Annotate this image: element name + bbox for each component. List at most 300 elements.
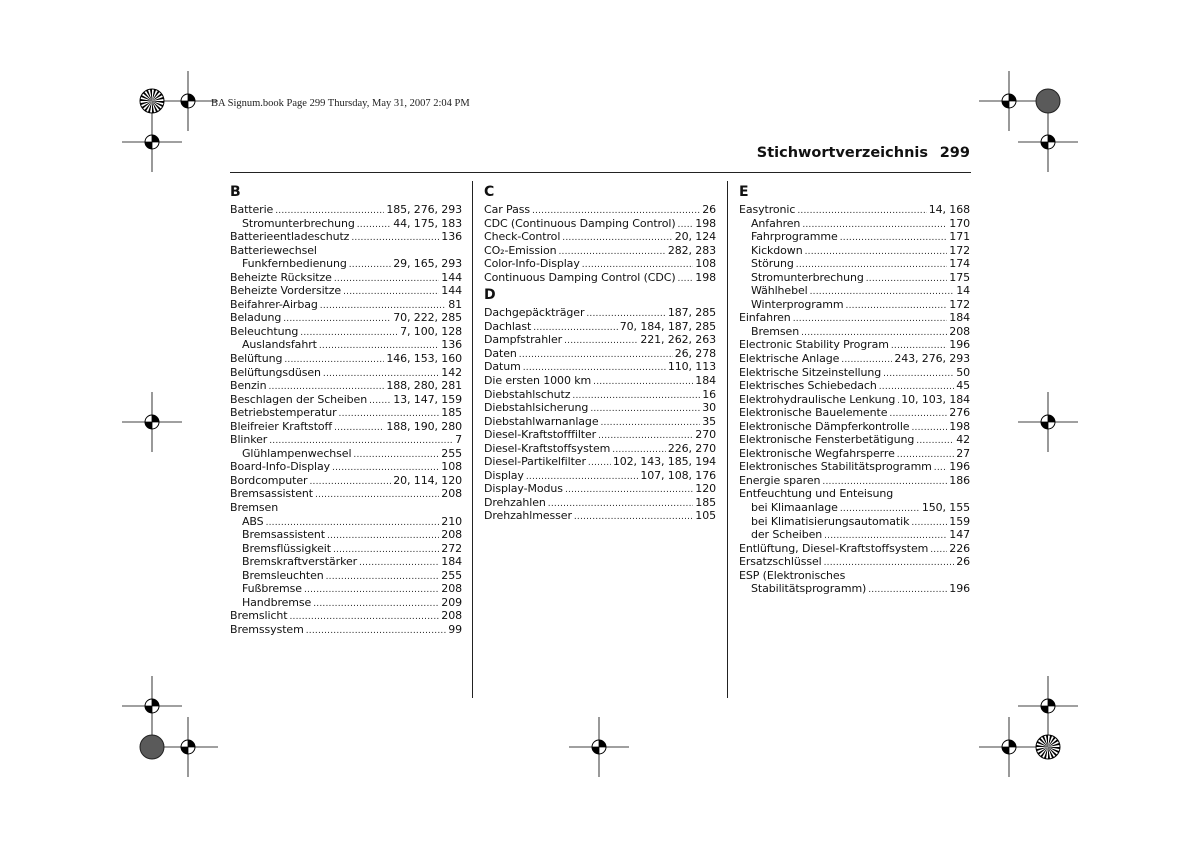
index-subentry	[739, 528, 970, 542]
dot-leader	[327, 530, 439, 544]
entry-label: Datum	[484, 360, 521, 374]
entry-pages: 243, 276, 293	[894, 352, 970, 366]
entry-label: Bremskraftverstärker	[242, 555, 358, 569]
entry-pages: 20, 114, 120	[393, 473, 462, 487]
index-entry	[739, 338, 970, 352]
index-entry	[739, 393, 970, 407]
entry-pages: 29, 165, 293	[393, 257, 462, 271]
index-entry	[230, 433, 462, 447]
entry-pages: 187, 285	[667, 306, 716, 320]
entry-pages: 198	[949, 419, 970, 433]
entry-label: Bleifreier Kraftstoff	[230, 419, 333, 433]
index-entry	[484, 333, 716, 347]
dot-leader	[934, 462, 948, 476]
entry-pages: 159	[949, 514, 970, 528]
dot-leader	[846, 300, 948, 314]
index-column-c-d	[484, 181, 716, 523]
entry-pages: 45	[956, 379, 970, 393]
entry-pages: 27	[956, 446, 970, 460]
entry-pages: 255	[441, 568, 462, 582]
entry-pages: 208	[441, 582, 462, 596]
entry-label: Bremsassistent	[230, 487, 313, 501]
header-rule	[230, 172, 971, 173]
index-entry	[230, 406, 462, 420]
index-entry	[739, 311, 970, 325]
entry-label: Anfahren	[751, 216, 801, 230]
index-entry	[739, 203, 970, 217]
entry-label: Benzin	[230, 379, 267, 393]
section-letter: D	[484, 287, 496, 304]
entry-label: Elektronische Bauelemente	[739, 406, 888, 420]
index-subentry	[739, 257, 970, 271]
entry-pages: 208	[441, 487, 462, 501]
entry-pages: 146, 153, 160	[386, 352, 462, 366]
index-entry	[484, 388, 716, 402]
entry-label: Bremsen	[751, 324, 800, 338]
entry-pages: 150, 155	[921, 501, 970, 515]
index-entry	[230, 271, 462, 285]
index-entry	[230, 298, 462, 312]
index-subentry	[230, 257, 462, 271]
entry-label: Elektrische Sitzeinstellung	[739, 365, 882, 379]
dot-leader	[309, 476, 391, 490]
entry-pages: 272	[441, 541, 462, 555]
dot-leader	[797, 205, 926, 219]
index-entry	[484, 455, 716, 469]
index-entry	[230, 230, 462, 244]
entry-label: Stromunterbrechung	[242, 216, 355, 230]
entry-pages: 13, 147, 159	[393, 392, 462, 406]
index-entry	[484, 320, 716, 334]
dot-leader	[588, 457, 611, 471]
dot-leader	[911, 517, 947, 531]
entry-pages: 30	[702, 401, 716, 415]
entry-pages: 144	[441, 284, 462, 298]
dot-leader	[883, 368, 954, 382]
index-entry	[230, 460, 462, 474]
entry-label: Handbremse	[242, 595, 312, 609]
entry-label: Elektronische Dämpferkontrolle	[739, 419, 910, 433]
entry-pages: 208	[949, 324, 970, 338]
entry-label: Bremsassistent	[242, 528, 325, 542]
entry-label: Beschlagen der Scheiben	[230, 392, 368, 406]
dot-leader	[916, 435, 954, 449]
index-entry	[230, 487, 462, 501]
entry-pages: 174	[949, 257, 970, 271]
entry-pages: 142	[441, 365, 462, 379]
entry-pages: 208	[441, 609, 462, 623]
entry-pages: 136	[441, 230, 462, 244]
index-entry	[484, 347, 716, 361]
entry-label: Funkfernbedienung	[242, 257, 347, 271]
entry-pages: 170	[949, 216, 970, 230]
dot-leader	[565, 484, 693, 498]
dot-leader	[562, 232, 672, 246]
dot-leader	[283, 313, 391, 327]
index-entry	[230, 325, 462, 339]
entry-label: Board-Info-Display	[230, 460, 331, 474]
entry-label: Wählhebel	[751, 284, 808, 298]
entry-pages: 198	[695, 216, 716, 230]
entry-label: Diesel-Kraftstofffilter	[484, 428, 597, 442]
section-letter: E	[739, 184, 749, 200]
crosshair-mark-icon	[1018, 392, 1078, 452]
index-subentry	[739, 298, 970, 312]
entry-label: Bremslicht	[230, 609, 288, 623]
dot-leader	[357, 219, 391, 233]
index-subentry	[739, 325, 970, 339]
entry-pages: 255	[441, 446, 462, 460]
entry-pages: 20, 124	[674, 230, 716, 244]
entry-label: Bordcomputer	[230, 473, 308, 487]
entry-pages: 107, 108, 176	[640, 468, 716, 482]
index-entry	[484, 203, 716, 217]
entry-pages: 196	[949, 460, 970, 474]
entry-label: Electronic Stability Program	[739, 338, 889, 352]
gray-disc-mark-icon	[139, 734, 165, 760]
starburst-mark-icon	[139, 88, 165, 114]
index-subentry	[230, 528, 462, 542]
entry-pages: 184	[441, 555, 462, 569]
entry-label: Fahrprogramme	[751, 230, 838, 244]
dot-leader	[564, 335, 638, 349]
dot-leader	[351, 232, 439, 246]
index-entry	[484, 230, 716, 244]
entry-pages: 81	[448, 297, 462, 311]
entry-label: Bremsleuchten	[242, 568, 324, 582]
entry-label: Continuous Damping Control (CDC)	[484, 270, 676, 284]
index-entry	[484, 401, 716, 415]
index-entry	[484, 217, 716, 231]
entry-pages: 276	[949, 406, 970, 420]
dot-leader	[334, 422, 384, 436]
index-entry	[484, 306, 716, 320]
entry-label: Glühlampenwechsel	[242, 446, 352, 460]
entry-label: Einfahren	[739, 311, 791, 325]
entry-label: Color-Info-Display	[484, 257, 580, 271]
index-subentry	[230, 447, 462, 461]
index-column-b	[230, 181, 462, 637]
entry-label: Easytronic	[739, 203, 796, 216]
entry-pages: 196	[949, 338, 970, 352]
entry-pages: 208	[441, 528, 462, 542]
index-entry	[484, 374, 716, 388]
entry-label: Entfeuchtung und Enteisung	[739, 487, 894, 501]
entry-label: der Scheiben	[751, 528, 823, 542]
entry-pages: 14, 168	[928, 203, 970, 216]
entry-label: Dachlast	[484, 319, 532, 333]
entry-label: Blinker	[230, 433, 268, 447]
entry-pages: 26	[702, 203, 716, 216]
entry-label: Elektrische Anlage	[739, 352, 840, 366]
entry-pages: 7	[455, 433, 462, 447]
entry-label: Ersatzschlüssel	[739, 555, 822, 569]
index-entry	[484, 442, 716, 456]
dot-leader	[349, 259, 391, 273]
entry-pages: 26	[956, 555, 970, 569]
print-slug: BA Signum.book Page 299 Thursday, May 31, 2007 2:04 PM	[211, 98, 470, 109]
entry-label: Car Pass	[484, 203, 530, 216]
entry-pages: 50	[956, 365, 970, 379]
index-entry	[484, 360, 716, 374]
index-subentry	[230, 569, 462, 583]
index-entry	[484, 469, 716, 483]
column-divider	[472, 181, 473, 698]
index-subentry	[739, 217, 970, 231]
entry-label: Stromunterbrechung	[751, 270, 864, 284]
index-entry	[230, 623, 462, 637]
entry-label: Drehzahlen	[484, 495, 546, 509]
entry-pages: 282, 283	[667, 243, 716, 257]
index-entry	[739, 460, 970, 474]
dot-leader	[315, 489, 439, 503]
entry-label: Auslandsfahrt	[242, 338, 317, 352]
entry-label: Belüftung	[230, 352, 283, 366]
index-entry	[230, 203, 462, 217]
index-entry	[230, 366, 462, 380]
index-entry	[484, 415, 716, 429]
dot-leader	[805, 246, 948, 260]
entry-label: Belüftungsdüsen	[230, 365, 321, 379]
entry-label: Elektronisches Stabilitätsprogramm	[739, 460, 932, 474]
section-letter: C	[484, 184, 495, 200]
index-entry	[739, 569, 970, 583]
entry-pages: 184	[949, 311, 970, 325]
index-entry	[484, 428, 716, 442]
index-entry	[739, 352, 970, 366]
dot-leader	[590, 403, 700, 417]
entry-pages: 210	[441, 514, 462, 528]
index-entry	[739, 379, 970, 393]
crosshair-mark-icon	[569, 717, 629, 777]
index-entry	[739, 474, 970, 488]
entry-label: Elektronische Wegfahrsperre	[739, 446, 895, 460]
entry-label: Energie sparen	[739, 473, 821, 487]
entry-label: Störung	[751, 257, 794, 271]
entry-label: Batterie	[230, 203, 274, 216]
entry-pages: 188, 190, 280	[386, 419, 462, 433]
entry-pages: 147	[949, 528, 970, 542]
index-entry	[739, 406, 970, 420]
index-entry	[230, 474, 462, 488]
crosshair-mark-icon	[979, 717, 1039, 777]
index-subentry	[230, 515, 462, 529]
index-entry	[484, 271, 716, 285]
dot-leader	[678, 273, 694, 287]
dot-leader	[313, 598, 439, 612]
entry-label: Elektronische Fensterbetätigung	[739, 433, 915, 447]
index-column-e	[739, 181, 970, 596]
entry-pages: 175	[949, 270, 970, 284]
entry-label: Winterprogramm	[751, 297, 844, 311]
entry-pages: 105	[695, 509, 716, 523]
entry-pages: 196	[949, 582, 970, 596]
entry-label: CDC (Continuous Damping Control)	[484, 216, 676, 230]
entry-label: Diesel-Partikelfilter	[484, 455, 586, 469]
entry-label: bei Klimaanlage	[751, 501, 838, 515]
dot-leader	[911, 422, 947, 436]
entry-label: Diebstahlschutz	[484, 387, 571, 401]
index-subentry	[230, 338, 462, 352]
entry-pages: 99	[448, 622, 462, 636]
index-subentry	[739, 271, 970, 285]
entry-pages: 26, 278	[674, 346, 716, 360]
entry-pages: 209	[441, 595, 462, 609]
entry-pages: 226	[949, 541, 970, 555]
entry-pages: 108	[441, 460, 462, 474]
entry-label: ESP (Elektronisches	[739, 568, 846, 582]
index-subentry	[739, 244, 970, 258]
index-entry	[484, 509, 716, 523]
entry-pages: 172	[949, 243, 970, 257]
index-subentry	[230, 217, 462, 231]
crosshair-mark-icon	[122, 112, 182, 172]
dot-leader	[593, 376, 693, 390]
entry-label: Drehzahlmesser	[484, 509, 572, 523]
entry-pages: 14	[956, 284, 970, 298]
entry-label: Daten	[484, 346, 517, 360]
entry-label: Beladung	[230, 311, 282, 325]
page-title: Stichwortverzeichnis	[756, 145, 928, 161]
entry-label: Beheizte Rücksitze	[230, 270, 332, 284]
entry-label: Batteriewechsel	[230, 243, 317, 257]
index-subentry	[739, 230, 970, 244]
entry-pages: 16	[702, 387, 716, 401]
index-subentry	[230, 555, 462, 569]
entry-label: Batterieentladeschutz	[230, 230, 350, 244]
entry-pages: 171	[949, 230, 970, 244]
dot-leader	[897, 395, 899, 409]
entry-label: bei Klimatisierungsautomatik	[751, 514, 910, 528]
entry-label: Beifahrer-Airbag	[230, 297, 318, 311]
entry-pages: 70, 222, 285	[393, 311, 462, 325]
entry-pages: 184	[695, 374, 716, 388]
dot-leader	[343, 286, 439, 300]
entry-label: Dachgepäckträger	[484, 306, 585, 320]
entry-label: Diesel-Kraftstoffsystem	[484, 441, 611, 455]
page-number: 299	[939, 145, 970, 161]
entry-label: Dampfstrahler	[484, 333, 563, 347]
entry-label: Beleuchtung	[230, 324, 299, 338]
entry-label: Betriebstemperatur	[230, 406, 337, 420]
dot-leader	[793, 313, 948, 327]
index-entry	[739, 555, 970, 569]
dot-leader	[601, 417, 701, 431]
entry-label: Display	[484, 468, 524, 482]
entry-label: ABS	[242, 514, 264, 528]
index-entry	[230, 244, 462, 258]
entry-label: Check-Control	[484, 230, 561, 244]
entry-label: Stabilitätsprogramm)	[751, 582, 867, 596]
index-subentry	[230, 596, 462, 610]
entry-pages: 270	[695, 428, 716, 442]
entry-pages: 42	[956, 433, 970, 447]
dot-leader	[304, 584, 439, 598]
entry-label: CO₂-Emission	[484, 243, 557, 257]
index-entry	[484, 496, 716, 510]
dot-leader	[930, 544, 947, 558]
index-entry	[230, 501, 462, 515]
dot-leader	[574, 511, 693, 525]
entry-pages: 35	[702, 414, 716, 428]
index-entry	[739, 542, 970, 556]
entry-label: Elektrohydraulische Lenkung	[739, 392, 896, 406]
column-divider	[727, 181, 728, 698]
index-entry	[230, 311, 462, 325]
entry-label: Bremsen	[230, 501, 279, 515]
dot-leader	[306, 625, 446, 639]
gray-disc-mark-icon	[1035, 88, 1061, 114]
index-entry	[230, 352, 462, 366]
index-entry	[484, 244, 716, 258]
entry-pages: 110, 113	[667, 360, 716, 374]
section-letter: B	[230, 184, 241, 200]
index-entry	[739, 366, 970, 380]
entry-pages: 226, 270	[667, 441, 716, 455]
index-subentry	[739, 515, 970, 529]
index-subentry	[739, 582, 970, 596]
entry-pages: 172	[949, 297, 970, 311]
dot-leader	[369, 395, 391, 409]
entry-pages: 198	[695, 270, 716, 284]
entry-label: Die ersten 1000 km	[484, 374, 592, 388]
entry-pages: 221, 262, 263	[640, 333, 716, 347]
starburst-mark-icon	[1035, 734, 1061, 760]
entry-pages: 136	[441, 338, 462, 352]
crosshair-mark-icon	[158, 717, 218, 777]
entry-pages: 144	[441, 270, 462, 284]
index-subentry	[230, 542, 462, 556]
index-entry	[230, 379, 462, 393]
entry-label: Bremsflüssigkeit	[242, 541, 331, 555]
dot-leader	[868, 584, 947, 598]
dot-leader	[840, 232, 948, 246]
index-entry	[739, 447, 970, 461]
entry-pages: 108	[695, 257, 716, 271]
entry-label: Display-Modus	[484, 482, 563, 496]
dot-leader	[334, 273, 439, 287]
entry-pages: 185, 276, 293	[386, 203, 462, 216]
dot-leader	[866, 273, 948, 287]
dot-leader	[519, 349, 673, 363]
entry-pages: 44, 175, 183	[393, 216, 462, 230]
index-entry	[230, 393, 462, 407]
index-entry	[739, 433, 970, 447]
crosshair-mark-icon	[122, 392, 182, 452]
crosshair-mark-icon	[1018, 112, 1078, 172]
entry-label: Elektrisches Schiebedach	[739, 379, 877, 393]
entry-pages: 186	[949, 473, 970, 487]
dot-leader	[353, 449, 439, 463]
entry-label: Diebstahlwarnanlage	[484, 414, 599, 428]
index-entry	[230, 609, 462, 623]
entry-label: Entlüftung, Diesel-Kraftstoffsystem	[739, 541, 929, 555]
index-entry	[739, 420, 970, 434]
index-entry	[230, 284, 462, 298]
entry-pages: 10, 103, 184	[901, 392, 971, 406]
entry-pages: 120	[695, 482, 716, 496]
dot-leader	[359, 557, 439, 571]
index-subentry	[230, 582, 462, 596]
index-subentry	[739, 501, 970, 515]
index-subentry	[739, 284, 970, 298]
entry-pages: 188, 280, 281	[386, 379, 462, 393]
entry-pages: 7, 100, 128	[400, 324, 462, 338]
entry-label: Kickdown	[751, 243, 803, 257]
entry-label: Diebstahlsicherung	[484, 401, 589, 415]
entry-pages: 70, 184, 187, 285	[619, 319, 716, 333]
dot-leader	[326, 571, 440, 585]
